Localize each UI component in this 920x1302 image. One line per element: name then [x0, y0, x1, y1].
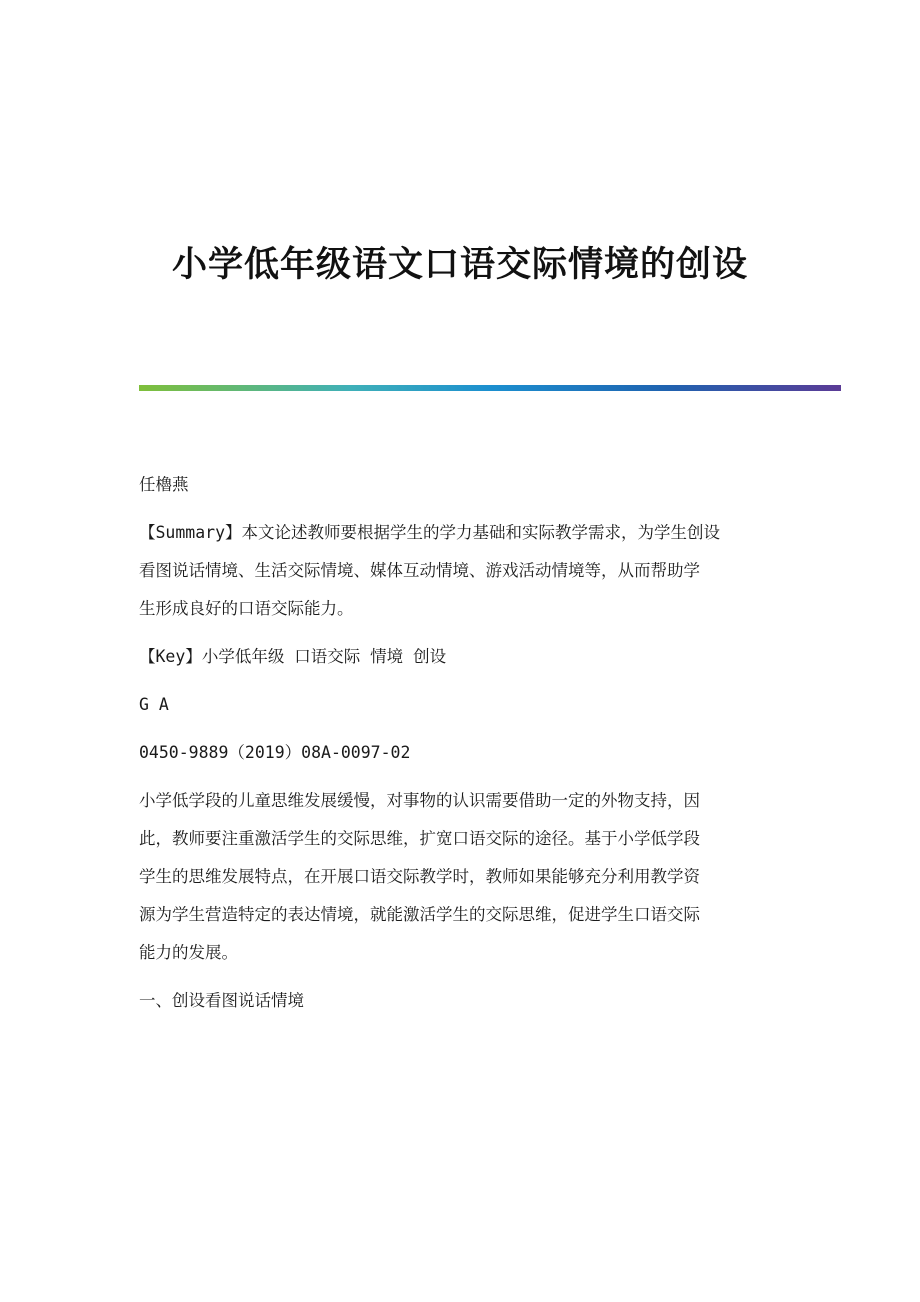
intro-line-5: 能力的发展。 — [139, 943, 238, 962]
intro-line-4: 源为学生营造特定的表达情境，就能激活学生的交际思维，促进学生口语交际 — [139, 905, 700, 924]
intro-line-2: 此，教师要注重激活学生的交际思维，扩宽口语交际的途径。基于小学低学段 — [139, 829, 700, 848]
intro-line-1: 小学低学段的儿童思维发展缓慢，对事物的认识需要借助一定的外物支持，因 — [139, 791, 700, 810]
document-title: 小学低年级语文口语交际情境的创设 — [171, 244, 748, 286]
summary-label: 【Summary】 — [139, 523, 242, 542]
summary-line-3: 生形成良好的口语交际能力。 — [139, 599, 354, 618]
classification-code: G A — [139, 695, 169, 714]
document-code: 0450-9889（2019）08A-0097-02 — [139, 743, 411, 762]
keywords: 小学低年级 口语交际 情境 创设 — [201, 647, 447, 666]
author: 任櫓燕 — [139, 475, 189, 494]
summary-line-2: 看图说话情境、生活交际情境、媒体互动情境、游戏活动情境等，从而帮助学 — [139, 561, 700, 580]
title-divider — [139, 385, 841, 391]
intro-line-3: 学生的思维发展特点，在开展口语交际教学时，教师如果能够充分利用教学资 — [139, 867, 700, 886]
summary-text-1: 本文论述教师要根据学生的学力基础和实际教学需求，为学生创设 — [241, 523, 721, 542]
keywords-paragraph — [139, 638, 799, 676]
section-heading: 一、创设看图说话情境 — [139, 991, 304, 1010]
key-label: 【Key】 — [139, 647, 202, 666]
summary-line-1 — [139, 514, 799, 552]
summary-paragraph — [139, 514, 799, 628]
document-body — [139, 466, 799, 1030]
intro-paragraph — [139, 782, 799, 972]
